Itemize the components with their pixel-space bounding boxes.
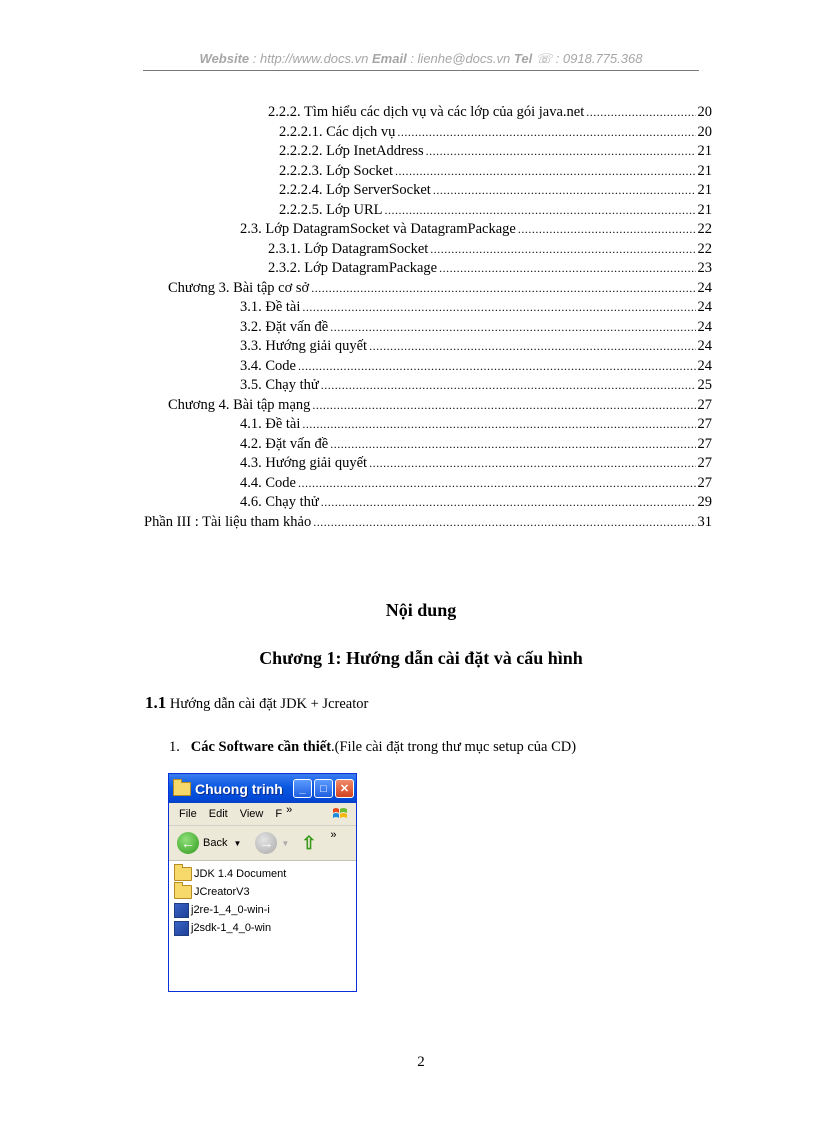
page-header	[143, 50, 699, 71]
file-list	[169, 861, 356, 937]
tel-value: : 0918.775.368	[552, 51, 643, 66]
list-item[interactable]: JDK 1.4 Document	[174, 865, 356, 883]
toc-entry[interactable]: 4.4. Code ..... 27	[240, 474, 712, 493]
installer-icon	[174, 903, 189, 918]
toc-entry[interactable]: 2.3. Lớp DatagramSocket và DatagramPackage ..... 22	[240, 220, 712, 239]
section-title: Nội dung	[385, 600, 457, 620]
page-number: 2	[417, 1054, 425, 1070]
phone-icon: ☏	[535, 51, 553, 66]
tel-label: Tel	[513, 51, 533, 66]
toc-entry[interactable]: 3.4. Code ..... 24	[240, 357, 712, 376]
toc-entry[interactable]: 3.1. Đề tài ..... 24	[240, 298, 712, 317]
dropdown-icon: ▼	[281, 838, 290, 848]
window-title: Chuong trinh	[195, 780, 283, 797]
menu-favorites[interactable]: F	[275, 808, 283, 820]
toc-entry[interactable]: 2.2.2. Tìm hiểu các dịch vụ và các lớp của gói java.net ..... 20	[268, 103, 712, 122]
menu-bar	[169, 803, 356, 826]
toolbar	[169, 826, 356, 861]
explorer-window	[168, 773, 357, 992]
toc-entry[interactable]: 4.1. Đề tài ..... 27	[240, 415, 712, 434]
website-sep: :	[249, 51, 260, 66]
subsection-text: Hướng dẫn cài đặt JDK + Jcreator	[166, 696, 369, 712]
maximize-button[interactable]: □	[314, 779, 333, 798]
menu-edit[interactable]: Edit	[208, 808, 228, 820]
toc-entry[interactable]: 2.2.2.4. Lớp ServerSocket ..... 21	[279, 181, 712, 200]
toc-entry[interactable]: 2.2.2.2. Lớp InetAddress ..... 21	[279, 142, 712, 161]
list-item[interactable]: JCreatorV3	[174, 883, 356, 901]
website-label: Website	[199, 51, 250, 66]
list-item-bold: Các Software cần thiết	[190, 739, 332, 755]
menu-file[interactable]: File	[179, 808, 197, 820]
toc-entry[interactable]: 4.2. Đặt vấn đề ..... 27	[240, 435, 712, 454]
dropdown-icon[interactable]: ▼	[233, 838, 242, 848]
email-value[interactable]: lienhe@docs.vn	[417, 51, 511, 66]
list-item-number: 1.	[169, 739, 180, 755]
toc-entry[interactable]: 3.3. Hướng giải quyết ..... 24	[240, 337, 712, 356]
toolbar-chevron[interactable]: »	[330, 829, 337, 841]
list-item[interactable]: j2re-1_4_0-win-i	[174, 901, 356, 919]
windows-logo-icon	[332, 806, 348, 822]
folder-icon	[174, 867, 192, 881]
menu-chevron[interactable]: »	[286, 804, 293, 816]
email-sep: :	[406, 51, 418, 66]
forward-arrow-icon[interactable]: →	[255, 832, 277, 854]
toc-entry[interactable]: 3.2. Đặt vấn đề ..... 24	[240, 318, 712, 337]
toc-entry[interactable]: Chương 3. Bài tập cơ sở ..... 24	[168, 279, 712, 298]
list-item-text: .(File cài đặt trong thư mục setup của CD)	[331, 739, 577, 755]
back-arrow-icon[interactable]: ←	[177, 832, 199, 854]
toc-entry[interactable]: 2.2.2.1. Các dịch vụ ..... 20	[279, 123, 712, 142]
toc-entry[interactable]: Chương 4. Bài tập mạng ..... 27	[168, 396, 712, 415]
toc-entry[interactable]: 2.3.2. Lớp DatagramPackage ..... 23	[268, 259, 712, 278]
subsection-number: 1.1	[145, 693, 167, 712]
folder-icon	[173, 782, 191, 796]
installer-icon	[174, 921, 189, 936]
toc-entry[interactable]: 4.3. Hướng giải quyết ..... 27	[240, 454, 712, 473]
toc-entry[interactable]: Phần III : Tài liệu tham khảo ..... 31	[144, 513, 712, 532]
email-label: Email	[372, 51, 407, 66]
window-titlebar[interactable]	[169, 774, 356, 803]
toc-entry[interactable]: 2.2.2.3. Lớp Socket ..... 21	[279, 162, 712, 181]
up-folder-icon[interactable]: ⇧	[301, 832, 317, 853]
minimize-button[interactable]: _	[293, 779, 312, 798]
website-url[interactable]: http://www.docs.vn	[260, 51, 369, 66]
list-item	[169, 739, 576, 756]
toc-entry[interactable]: 4.6. Chạy thử ..... 29	[240, 493, 712, 512]
back-button-label[interactable]: Back	[203, 837, 228, 849]
folder-icon	[174, 885, 192, 899]
toc-entry[interactable]: 3.5. Chạy thử ..... 25	[240, 376, 712, 395]
list-item[interactable]: j2sdk-1_4_0-win	[174, 919, 356, 937]
toc-entry[interactable]: 2.3.1. Lớp DatagramSocket ..... 22	[268, 240, 712, 259]
menu-view[interactable]: View	[239, 808, 264, 820]
subsection-heading	[145, 693, 368, 713]
chapter-title: Chương 1: Hướng dẫn cài đặt và cấu hình	[259, 648, 583, 668]
toc-entry[interactable]: 2.2.2.5. Lớp URL ..... 21	[279, 201, 712, 220]
close-button[interactable]: ✕	[335, 779, 354, 798]
